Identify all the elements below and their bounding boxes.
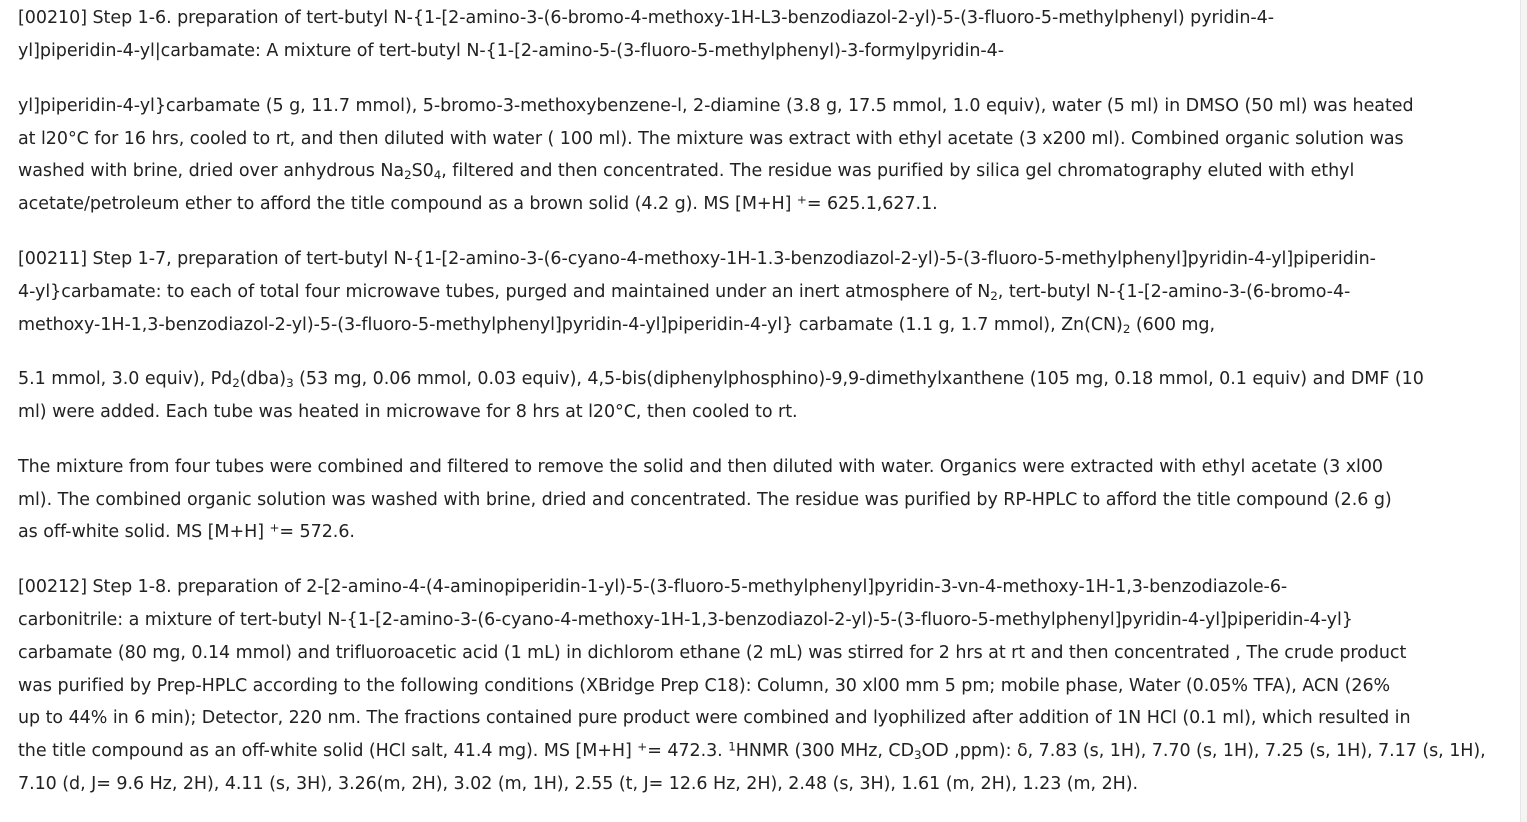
paragraph-line: washed with brine, dried over anhydrous $Na_2S0_4$, filtered and then concentrated. The residue was purified by silica gel chromatography eluted with ethyl: [18, 161, 1355, 182]
paragraph-00212-line: 7.10 (d, J= 9.6 Hz, 2H), 4.11 (s, 3H), 3.26(m, 2H), 3.02 (m, 1H), 2.55 (t, J= 12.6 Hz, 2H), 2.48 (s, 3H), 1.61 (m, 2H), 1.23 (m, 2H).: [18, 774, 1139, 794]
paragraph-00212-line: carbonitrile: a mixture of tert-butyl N-{1-[2-amino-3-(6-cyano-4-methoxy-1H-1,3-benzodiazol-2-yl)-5-(3-fluoro-5-methylphenyl]pyridin-4-yl]piperidin-4-yl}: [18, 610, 1353, 630]
paragraph-00212-line: was purified by Prep-HPLC according to the following conditions (XBridge Prep C18): Column, 30 xl00 mm 5 pm; mobile phase, Water (0.05% TFA), ACN (26%: [18, 676, 1391, 696]
paragraph-00212-line: the title compound as an off-white solid (HCl salt, 41.4 mg). MS [M+H] += 472.3. $^1$HNMR (300 MHz, $CD_3OD$ ,ppm): δ, 7.83 (s, 1H), 7.70 (s, 1H), 7.25 (s, 1H), 7.17 (s, 1H),: [18, 739, 1486, 762]
paragraph-line: as off-white solid. MS [M+H] += 572.6.: [18, 520, 355, 542]
paragraph-line: acetate/petroleum ether to afford the title compound as a brown solid (4.2 g). MS [M+H] += 625.1,627.1.: [18, 192, 938, 214]
paragraph-line: ml) were added. Each tube was heated in microwave for 8 hrs at l20°C, then cooled to rt.: [18, 402, 798, 422]
paragraph-00211-line: [00211] Step 1-7, preparation of tert-butyl N-{1-[2-amino-3-(6-cyano-4-methoxy-1H-1.3-benzodiazol-2-yl)-5-(3-fluoro-5-methylphenyl]pyridin-4-yl]piperidin-: [18, 249, 1376, 269]
paragraph-line: at l20°C for 16 hrs, cooled to rt, and then diluted with water ( 100 ml). The mixture was extract with ethyl acetate (3 x200 ml). Combined organic solution was: [18, 129, 1404, 149]
paragraph-00210-line: yl]piperidin-4-yl|carbamate: A mixture of tert-butyl N-{1-[2-amino-5-(3-fluoro-5-methylphenyl)-3-formylpyridin-4-: [18, 41, 1005, 61]
paragraph-00212-line: [00212] Step 1-8. preparation of 2-[2-amino-4-(4-aminopiperidin-1-yl)-5-(3-fluoro-5-methylphenyl]pyridin-3-vn-4-methoxy-1H-1,3-benzodiazole-6-: [18, 577, 1288, 597]
paragraph-00210-line: [00210] Step 1-6. preparation of tert-butyl N-{1-[2-amino-3-(6-bromo-4-methoxy-1H-L3-benzodiazol-2-yl)-5-(3-fluoro-5-methylphenyl) pyridin-4-: [18, 8, 1275, 28]
paragraph-00211-line: 4-yl}carbamate: to each of total four microwave tubes, purged and maintained under an inert atmosphere of $N_2$, tert-butyl N-{1-[2-amino-3-(6-bromo-4-: [18, 282, 1351, 303]
paragraph-line: The mixture from four tubes were combined and filtered to remove the solid and then diluted with water. Organics were extracted with ethyl acetate (3 xl00: [18, 457, 1384, 477]
paragraph-line: yl]piperidin-4-yl}carbamate (5 g, 11.7 mmol), 5-bromo-3-methoxybenzene-l, 2-diamine (3.8 g, 17.5 mmol, 1.0 equiv), water (5 ml) in DMSO (50 ml) was heated: [18, 96, 1414, 116]
paragraph-line: 5.1 mmol, 3.0 equiv), $Pd_2(dba)_3$ (53 mg, 0.06 mmol, 0.03 equiv), 4,5-bis(diphenylphosphino)-9,9-dimethylxanthene (105 mg, 0.18 mmol, 0.1 equiv) and DMF (10: [18, 369, 1424, 390]
paragraph-line: ml). The combined organic solution was washed with brine, dried and concentrated. The residue was purified by RP-HPLC to afford the title compound (2.6 g): [18, 490, 1392, 510]
paragraph-00212-line: carbamate (80 mg, 0.14 mmol) and trifluoroacetic acid (1 mL) in dichlorom ethane (2 mL) was stirred for 2 hrs at rt and then concentrated , The crude product: [18, 643, 1407, 663]
paragraph-00211-line: methoxy-1H-1,3-benzodiazol-2-yl)-5-(3-fluoro-5-methylphenyl]pyridin-4-yl]piperidin-4-yl} carbamate (1.1 g, 1.7 mmol), $Zn(CN)_2$ (600 mg,: [18, 315, 1215, 336]
paragraph-00212-line: up to 44% in 6 min); Detector, 220 nm. The fractions contained pure product were combined and lyophilized after addition of 1N HCl (0.1 ml), which resulted in: [18, 708, 1411, 728]
vertical-scrollbar[interactable]: [1520, 0, 1527, 822]
